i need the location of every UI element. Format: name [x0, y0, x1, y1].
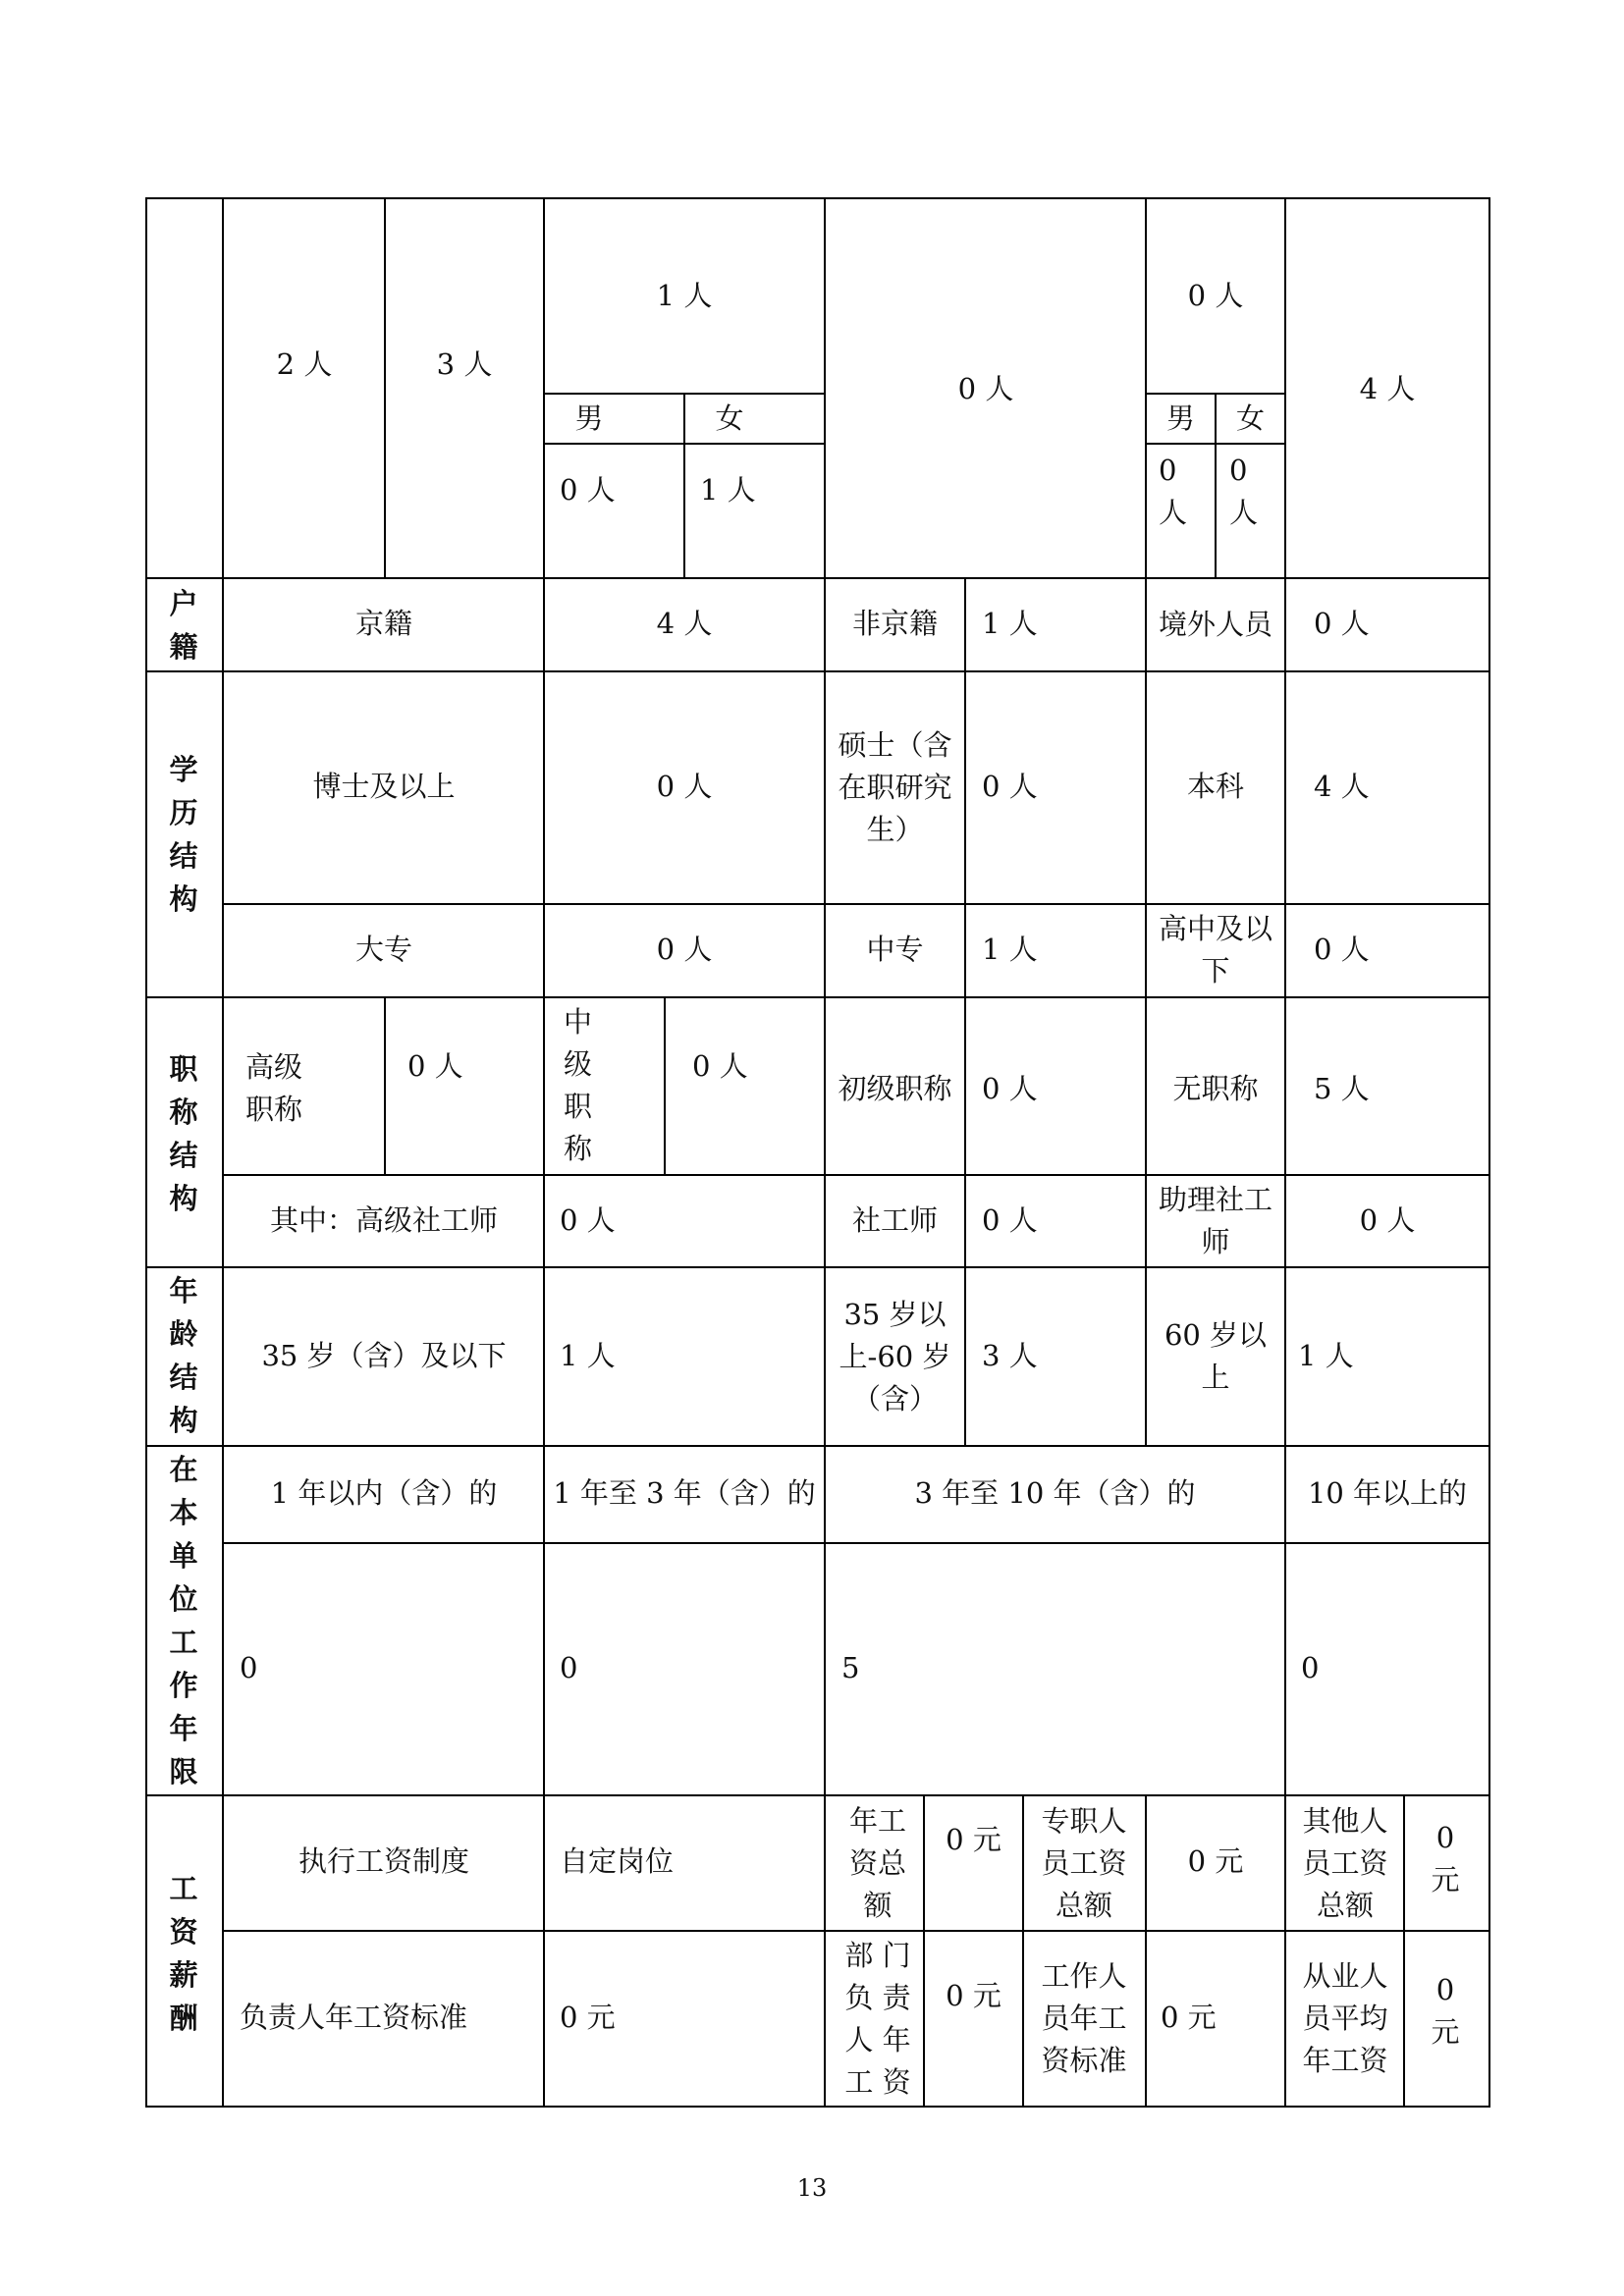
col-line: [543, 197, 545, 2108]
row-line: [145, 1794, 1490, 1796]
edu-phd-label: 博士及以上: [312, 770, 456, 803]
huji-non-beijing-value: 1 人: [982, 607, 1038, 640]
title-social-worker-value: 0 人: [982, 1203, 1038, 1237]
title-assistant-social-worker-value: 0 人: [1359, 1203, 1416, 1237]
top-group2-female-value: 0 人: [1229, 454, 1259, 529]
row-line: [224, 903, 1490, 905]
title-mid-value: 0 人: [692, 1049, 748, 1083]
col-line: [384, 996, 386, 1175]
edu-college-label: 大专: [354, 933, 412, 966]
row-line: [145, 1445, 1490, 1447]
avg-salary-value: 0 元: [1431, 1973, 1460, 2049]
edu-vocational-label: 中专: [866, 933, 924, 966]
age-60-above-label: 60 岁以上: [1164, 1318, 1268, 1394]
salary-system-label: 执行工资制度: [298, 1844, 469, 1878]
title-junior-value: 0 人: [982, 1072, 1038, 1105]
huji-non-beijing-label: 非京籍: [851, 607, 938, 640]
table-border-left: [145, 197, 147, 2108]
edu-bachelor-value: 4 人: [1314, 770, 1370, 803]
title-social-worker-label: 社工师: [851, 1203, 938, 1237]
page-number: 13: [796, 2174, 828, 2202]
col-line: [384, 197, 386, 578]
staff-salary-standard-label: 工作人员年工资标准: [1041, 1958, 1127, 2077]
edu-master-label: 硕士（含在职研究生）: [838, 727, 952, 846]
tenure-value-2: 0: [560, 1651, 578, 1684]
table-border-bottom: [145, 2106, 1490, 2108]
salary-label: 工资薪酬: [169, 1872, 198, 2035]
avg-salary-label: 从业人员平均年工资: [1302, 1958, 1388, 2077]
fulltime-salary-total-value: 0 元: [1187, 1844, 1244, 1878]
edu-phd-value: 0 人: [656, 770, 713, 803]
dept-head-salary-value: 0 元: [946, 1979, 1001, 2012]
other-salary-total-label: 其他人员工资总额: [1302, 1803, 1388, 1922]
top-group1-female-header: 女: [715, 401, 744, 435]
head-salary-standard-value: 0 元: [560, 2001, 616, 2034]
top-last-value: 4 人: [1359, 372, 1416, 405]
huji-overseas-value: 0 人: [1314, 607, 1370, 640]
title-senior-value: 0 人: [407, 1049, 463, 1083]
top-group1-male-header: 男: [574, 401, 604, 435]
col-line: [824, 197, 826, 2108]
age-structure-label: 年龄结构: [169, 1274, 198, 1437]
title-none-label: 无职称: [1172, 1072, 1259, 1105]
title-senior-social-worker-label: 其中：高级社工师: [269, 1203, 498, 1237]
top-group2-male-value: 0 人: [1159, 454, 1188, 529]
top-group1-total: 1 人: [656, 279, 713, 312]
table-border-right: [1489, 197, 1490, 2108]
row-line: [145, 1266, 1490, 1268]
annual-salary-total-label: 年工资总额: [848, 1803, 906, 1922]
age-35-60-label: 35 岁以上-60 岁（含）: [839, 1297, 951, 1415]
top-col2-value: 3 人: [436, 347, 493, 381]
title-senior-social-worker-value: 0 人: [560, 1203, 616, 1237]
salary-system-value: 自定岗位: [560, 1844, 675, 1878]
huji-label: 户籍: [169, 586, 198, 664]
col-line: [1403, 1794, 1405, 2108]
age-35-below-label: 35 岁（含）及以下: [261, 1339, 507, 1372]
staff-salary-standard-value: 0 元: [1161, 2001, 1217, 2034]
age-35-below-value: 1 人: [560, 1339, 616, 1372]
tenure-label: 在本单位工作年限: [169, 1453, 198, 1789]
title-senior-label: 高级职称: [245, 1050, 303, 1126]
tenure-header-2: 1 年至 3 年（含）的: [553, 1476, 816, 1510]
table-border-top: [145, 197, 1490, 199]
title-junior-label: 初级职称: [838, 1071, 952, 1105]
tenure-value-1: 0: [240, 1651, 258, 1684]
edu-vocational-value: 1 人: [982, 933, 1038, 966]
edu-bachelor-label: 本科: [1186, 770, 1244, 803]
age-60-above-value: 1 人: [1298, 1339, 1354, 1372]
tenure-header-4: 10 年以上的: [1307, 1476, 1468, 1510]
title-assistant-social-worker-label: 助理社工师: [1159, 1183, 1273, 1258]
edu-master-value: 0 人: [982, 770, 1038, 803]
tenure-header-3: 3 年至 10 年（含）的: [914, 1476, 1196, 1510]
annual-salary-total-value: 0 元: [946, 1823, 1001, 1856]
col-line: [964, 577, 966, 1445]
col-line: [664, 996, 666, 1175]
huji-beijing-label: 京籍: [354, 607, 412, 640]
row-line: [224, 1174, 1490, 1176]
dept-head-salary-label: 部 门 负 责 人 年 工 资: [844, 1939, 911, 2099]
row-line: [145, 996, 1490, 998]
edu-college-value: 0 人: [656, 933, 713, 966]
col-line: [1022, 1794, 1024, 2108]
huji-beijing-value: 4 人: [656, 607, 713, 640]
age-35-60-value: 3 人: [982, 1339, 1038, 1372]
tenure-header-1: 1 年以内（含）的: [270, 1476, 498, 1510]
edu-highschool-label: 高中及以下: [1159, 912, 1273, 988]
education-label: 学历结构: [169, 753, 198, 916]
tenure-value-3: 5: [841, 1651, 860, 1684]
title-none-value: 5 人: [1314, 1072, 1370, 1105]
top-group2-total: 0 人: [1187, 279, 1244, 312]
fulltime-salary-total-label: 专职人员工资总额: [1041, 1803, 1127, 1922]
top-group2-female-header: 女: [1235, 401, 1265, 435]
top-group2-male-header: 男: [1165, 401, 1195, 435]
title-mid-label: 中级职称: [564, 1005, 593, 1165]
top-middle-value: 0 人: [957, 372, 1014, 405]
edu-highschool-value: 0 人: [1314, 933, 1370, 966]
title-structure-label: 职称结构: [169, 1052, 198, 1215]
huji-overseas-label: 境外人员: [1159, 607, 1273, 641]
col-line: [222, 197, 224, 2108]
top-col1-value: 2 人: [276, 347, 333, 381]
col-line: [1284, 197, 1286, 2108]
row-line: [145, 670, 1490, 672]
row-line: [145, 577, 1490, 579]
tenure-value-4: 0: [1301, 1651, 1320, 1684]
row-line: [224, 1930, 1490, 1932]
row-line: [224, 1542, 1490, 1544]
top-group1-female-value: 1 人: [700, 473, 756, 507]
other-salary-total-value: 0 元: [1431, 1821, 1460, 1896]
top-group1-male-value: 0 人: [560, 473, 616, 507]
head-salary-standard-label: 负责人年工资标准: [240, 2001, 468, 2034]
